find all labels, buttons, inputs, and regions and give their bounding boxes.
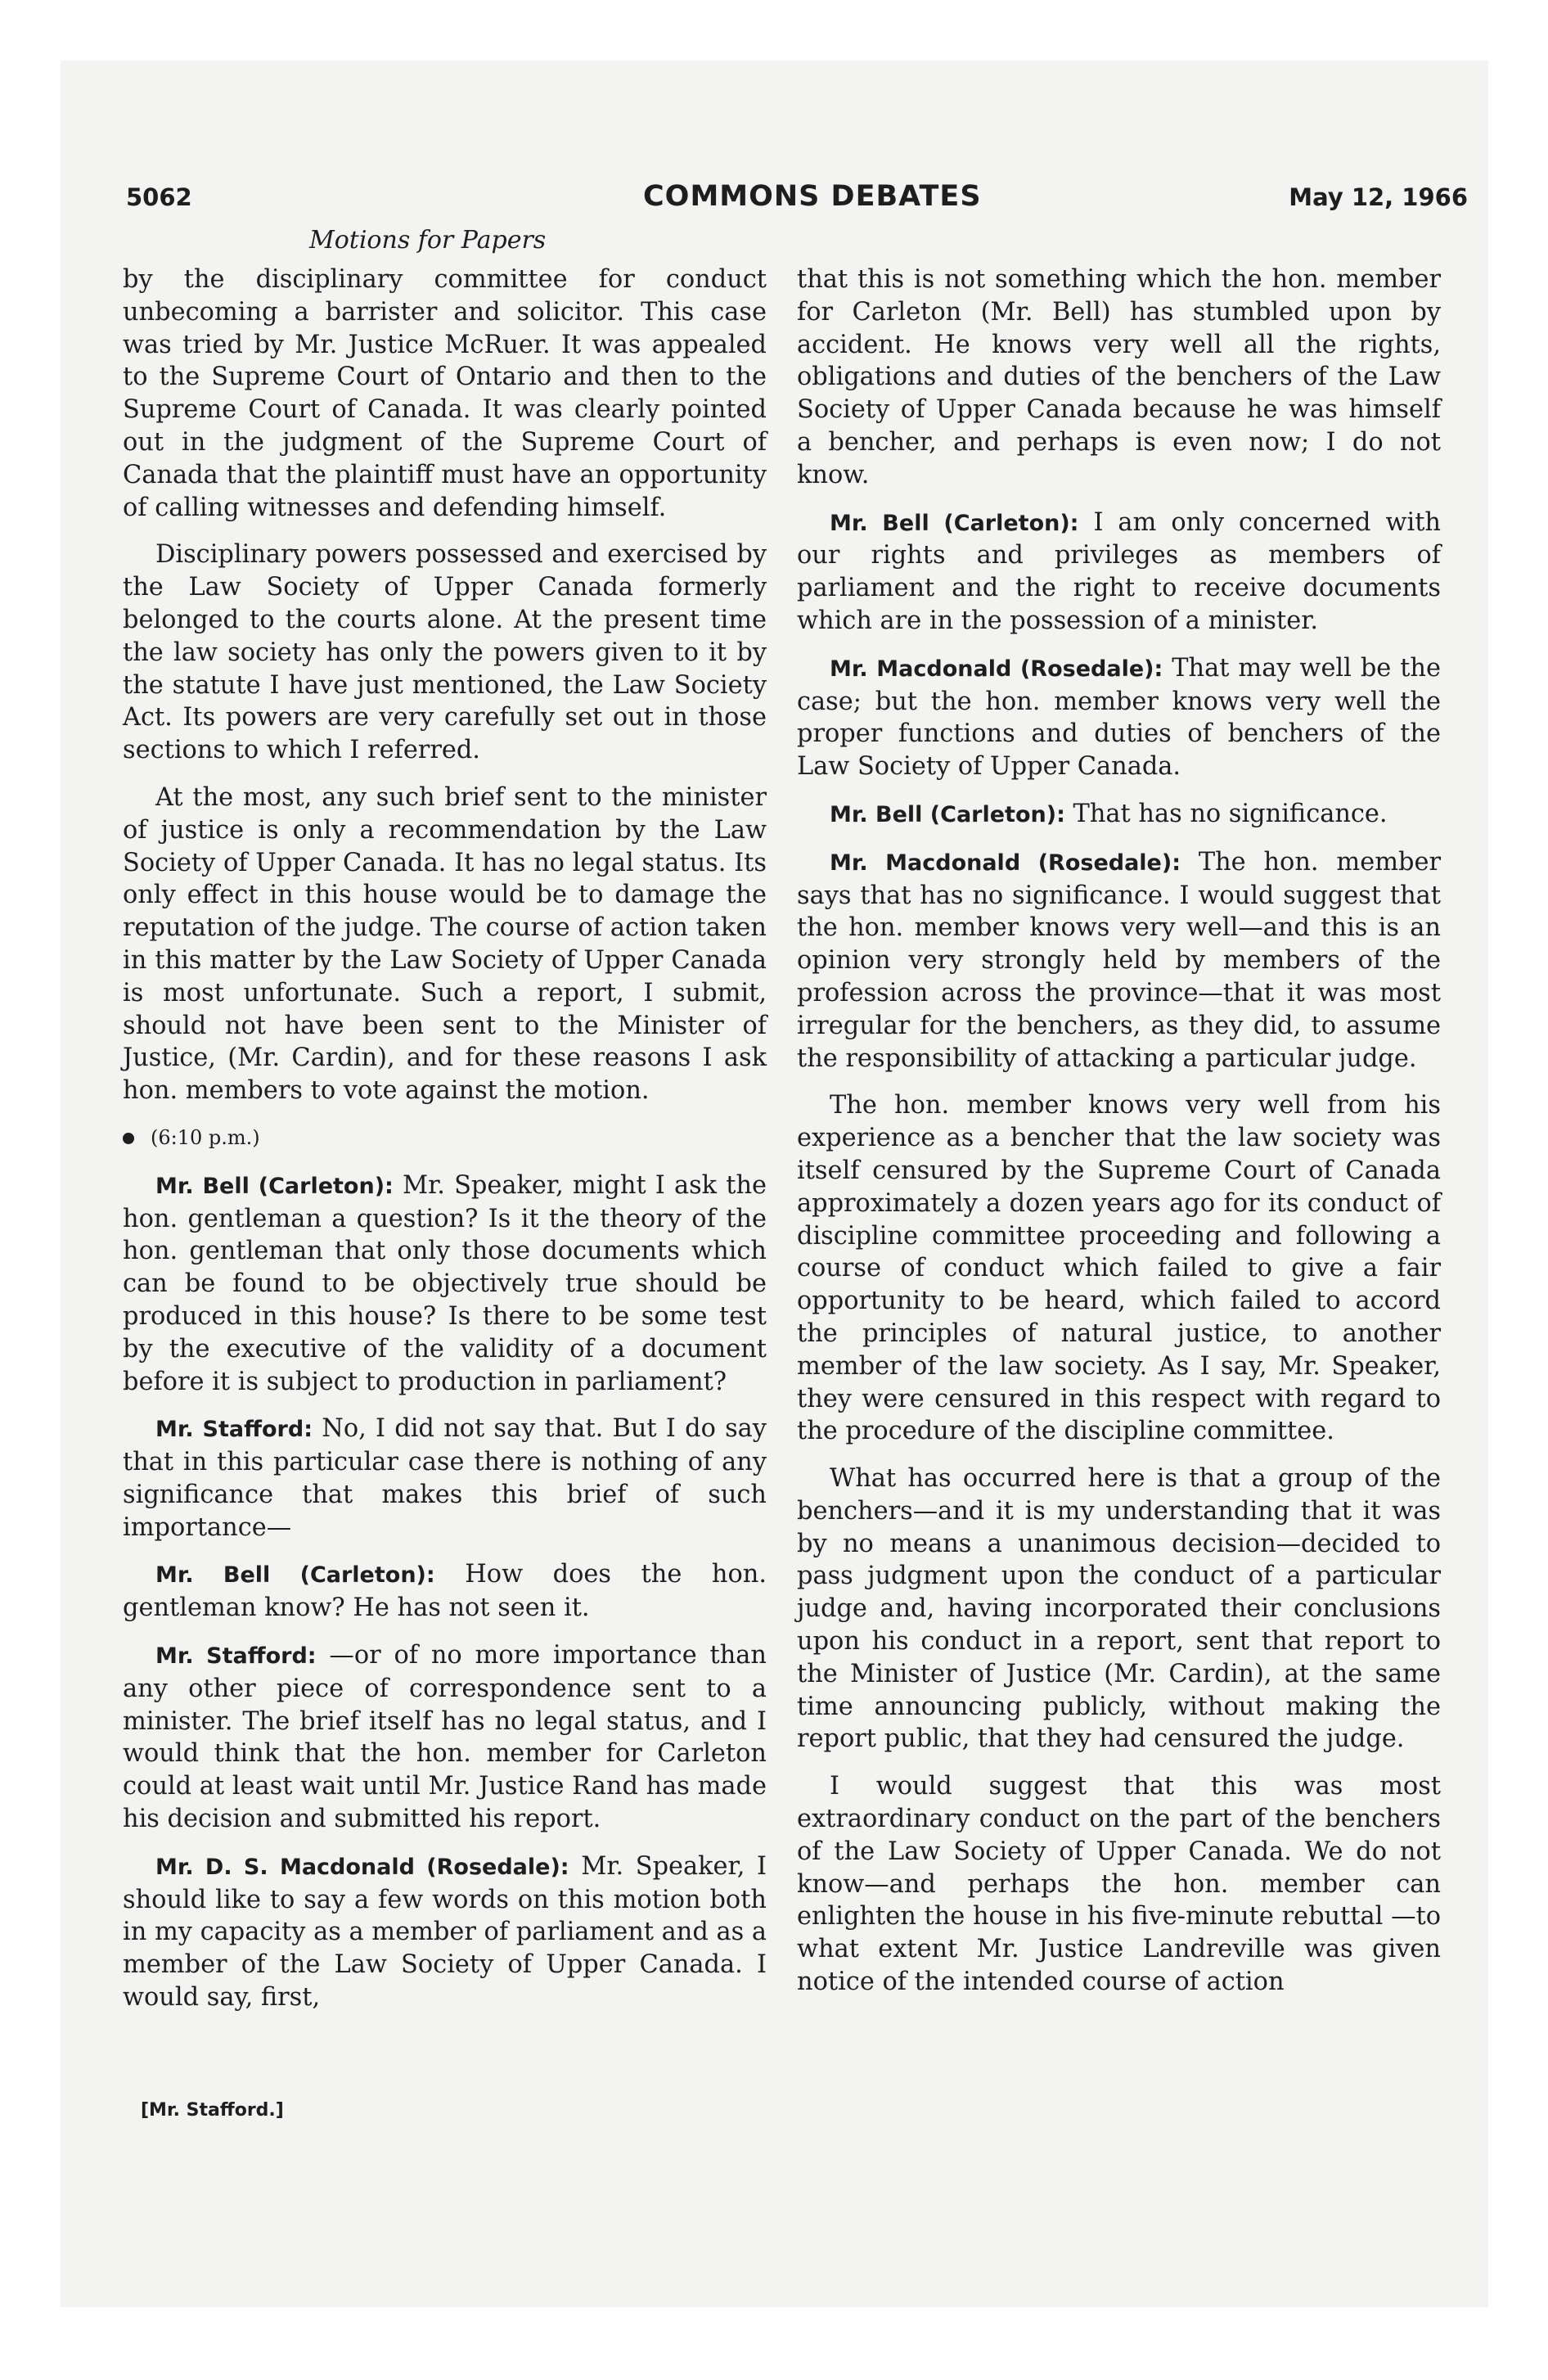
speaker-name: Mr. Bell (Carleton):	[155, 1173, 394, 1199]
speaker-name: Mr. Macdonald (Rosedale):	[830, 656, 1163, 682]
speech-text: Mr. Speaker, might I ask the hon. gentleman a question? Is it the theory of the hon. gentleman that only those documents which can be found to be objectively true should be produced in this house? Is there to be some test by the executive of the validity of a document before it is subject to production in parliament?	[123, 1170, 767, 1396]
speech	[797, 507, 1441, 638]
speech-text: —or of no more importance than any other piece of correspondence sent to a minister. The brief itself has no legal status, and I would think that the hon. member for Carleton could at least wait until Mr. Justice Rand has made his decision and submitted his report.	[123, 1641, 767, 1834]
speech	[123, 1639, 767, 1836]
speaker-name: Mr. Bell (Carleton):	[830, 801, 1065, 827]
right-column	[797, 264, 1441, 2013]
speaker-name: Mr. Macdonald (Rosedale):	[830, 850, 1181, 876]
speech	[123, 1170, 767, 1399]
speech	[123, 1413, 767, 1544]
speech-text: Mr. Speaker, I should like to say a few words on this motion both in my capacity as a member of parliament and as a member of the Law Society of Upper Canada. I would say, first,	[123, 1851, 767, 2013]
paragraph: by the disciplinary committee for conduct unbecoming a barrister and solicitor. This case was tried by Mr. Justice McRuer. It was appealed to the Supreme Court of Ontario and then to the Supreme Court of Canada. It was clearly pointed out in the judgment of the Supreme Court of Canada that the plaintiff must have an opportunity of calling witnesses and defending himself.	[123, 265, 767, 522]
speech-text: No, I did not say that. But I do say that in this particular case there is nothing of any significance that makes this brief of such importance—	[123, 1414, 767, 1542]
timestamp: (6:10 p.m.)	[151, 1125, 260, 1149]
speech	[797, 652, 1441, 783]
speaker-name: Mr. Bell (Carleton):	[830, 510, 1079, 536]
speaker-name: Mr. D. S. Macdonald (Rosedale):	[155, 1854, 569, 1880]
speech-text: I am only concerned with our rights and privileges as members of parliament and the right to receive documents which are in the possession of a minister.	[797, 507, 1441, 635]
speaker-name: Mr. Stafford:	[155, 1417, 313, 1443]
section-subhead: Motions for Papers	[309, 226, 547, 255]
speaker-name: Mr. Bell (Carleton):	[155, 1562, 435, 1589]
speech	[797, 846, 1441, 1075]
speech	[797, 798, 1441, 832]
publication-title: COMMONS DEBATES	[643, 180, 982, 213]
speaker-name: Mr. Stafford:	[155, 1643, 317, 1670]
speech-text: How does the hon. gentleman know? He has not seen it.	[123, 1560, 767, 1623]
paragraph: that this is not something which the hon. member for Carleton (Mr. Bell) has stumbled upon by accident. He knows very well all the rights, obligations and duties of the benchers of the Law Society of Upper Canada because he was himself a bencher, and perhaps is even now; I do not know.	[797, 265, 1441, 489]
page-date: May 12, 1966	[1289, 183, 1468, 211]
left-column	[123, 264, 767, 2029]
bullet-icon	[123, 1133, 134, 1144]
speech	[123, 1850, 767, 2014]
paragraph: Disciplinary powers possessed and exercised by the Law Society of Upper Canada formerly belonged to the courts alone. At the present time the law society has only the powers given to it by the statute I have just mentioned, the Law Society Act. Its powers are very carefully set out in those sections to which I referred.	[123, 540, 767, 765]
speech	[123, 1558, 767, 1625]
page-header	[126, 180, 1468, 219]
speech-text: That may well be the case; but the hon. member knows very well the proper functions and duties of benchers of the Law Society of Upper Canada.	[797, 653, 1441, 782]
paragraph: The hon. member knows very well from his experience as a bencher that the law society was itself censured by the Supreme Court of Canada approximately a dozen years ago for its conduct of discipline committee proceeding and following a course of conduct which failed to give a fair opportunity to be heard, which failed to accord the principles of natural justice, to another member of the law society. As I say, Mr. Speaker, they were censured in this respect with regard to the procedure of the discipline committee.	[797, 1091, 1441, 1446]
speech-text: That has no significance.	[1073, 799, 1388, 828]
speech-text: The hon. member says that has no significance. I would suggest that the hon. member knows very well—and this is an opinion very strongly held by members of the profession across the province—that it was most irregular for the benchers, as they did, to assume the responsibility of attacking a particular judge.	[797, 847, 1441, 1073]
paragraph: What has occurred here is that a group of the benchers—and it is my understanding that it was by no means a unanimous decision—decided to pass judgment upon the conduct of a particular judge and, having incorporated their conclusions upon his conduct in a report, sent that report to the Minister of Justice (Mr. Cardin), at the same time announcing publicly, without making the report public, that they had censured the judge.	[797, 1464, 1441, 1754]
page-number: 5062	[126, 183, 192, 211]
timestamp-line	[123, 1122, 767, 1155]
page-footer: [Mr. Stafford.]	[141, 2100, 284, 2121]
paragraph: I would suggest that this was most extraordinary conduct on the part of the benchers of the Law Society of Upper Canada. We do not know—and perhaps the hon. member can enlighten the house in his five-minute rebuttal —to what extent Mr. Justice Landreville was given notice of the intended course of action	[797, 1772, 1441, 1997]
paragraph: At the most, any such brief sent to the minister of justice is only a recommendation by the Law Society of Upper Canada. It has no legal status. Its only effect in this house would be to damage the reputation of the judge. The course of action taken in this matter by the Law Society of Upper Canada is most unfortunate. Such a report, I submit, should not have been sent to the Minister of Justice, (Mr. Cardin), and for these reasons I ask hon. members to vote against the motion.	[123, 782, 767, 1106]
